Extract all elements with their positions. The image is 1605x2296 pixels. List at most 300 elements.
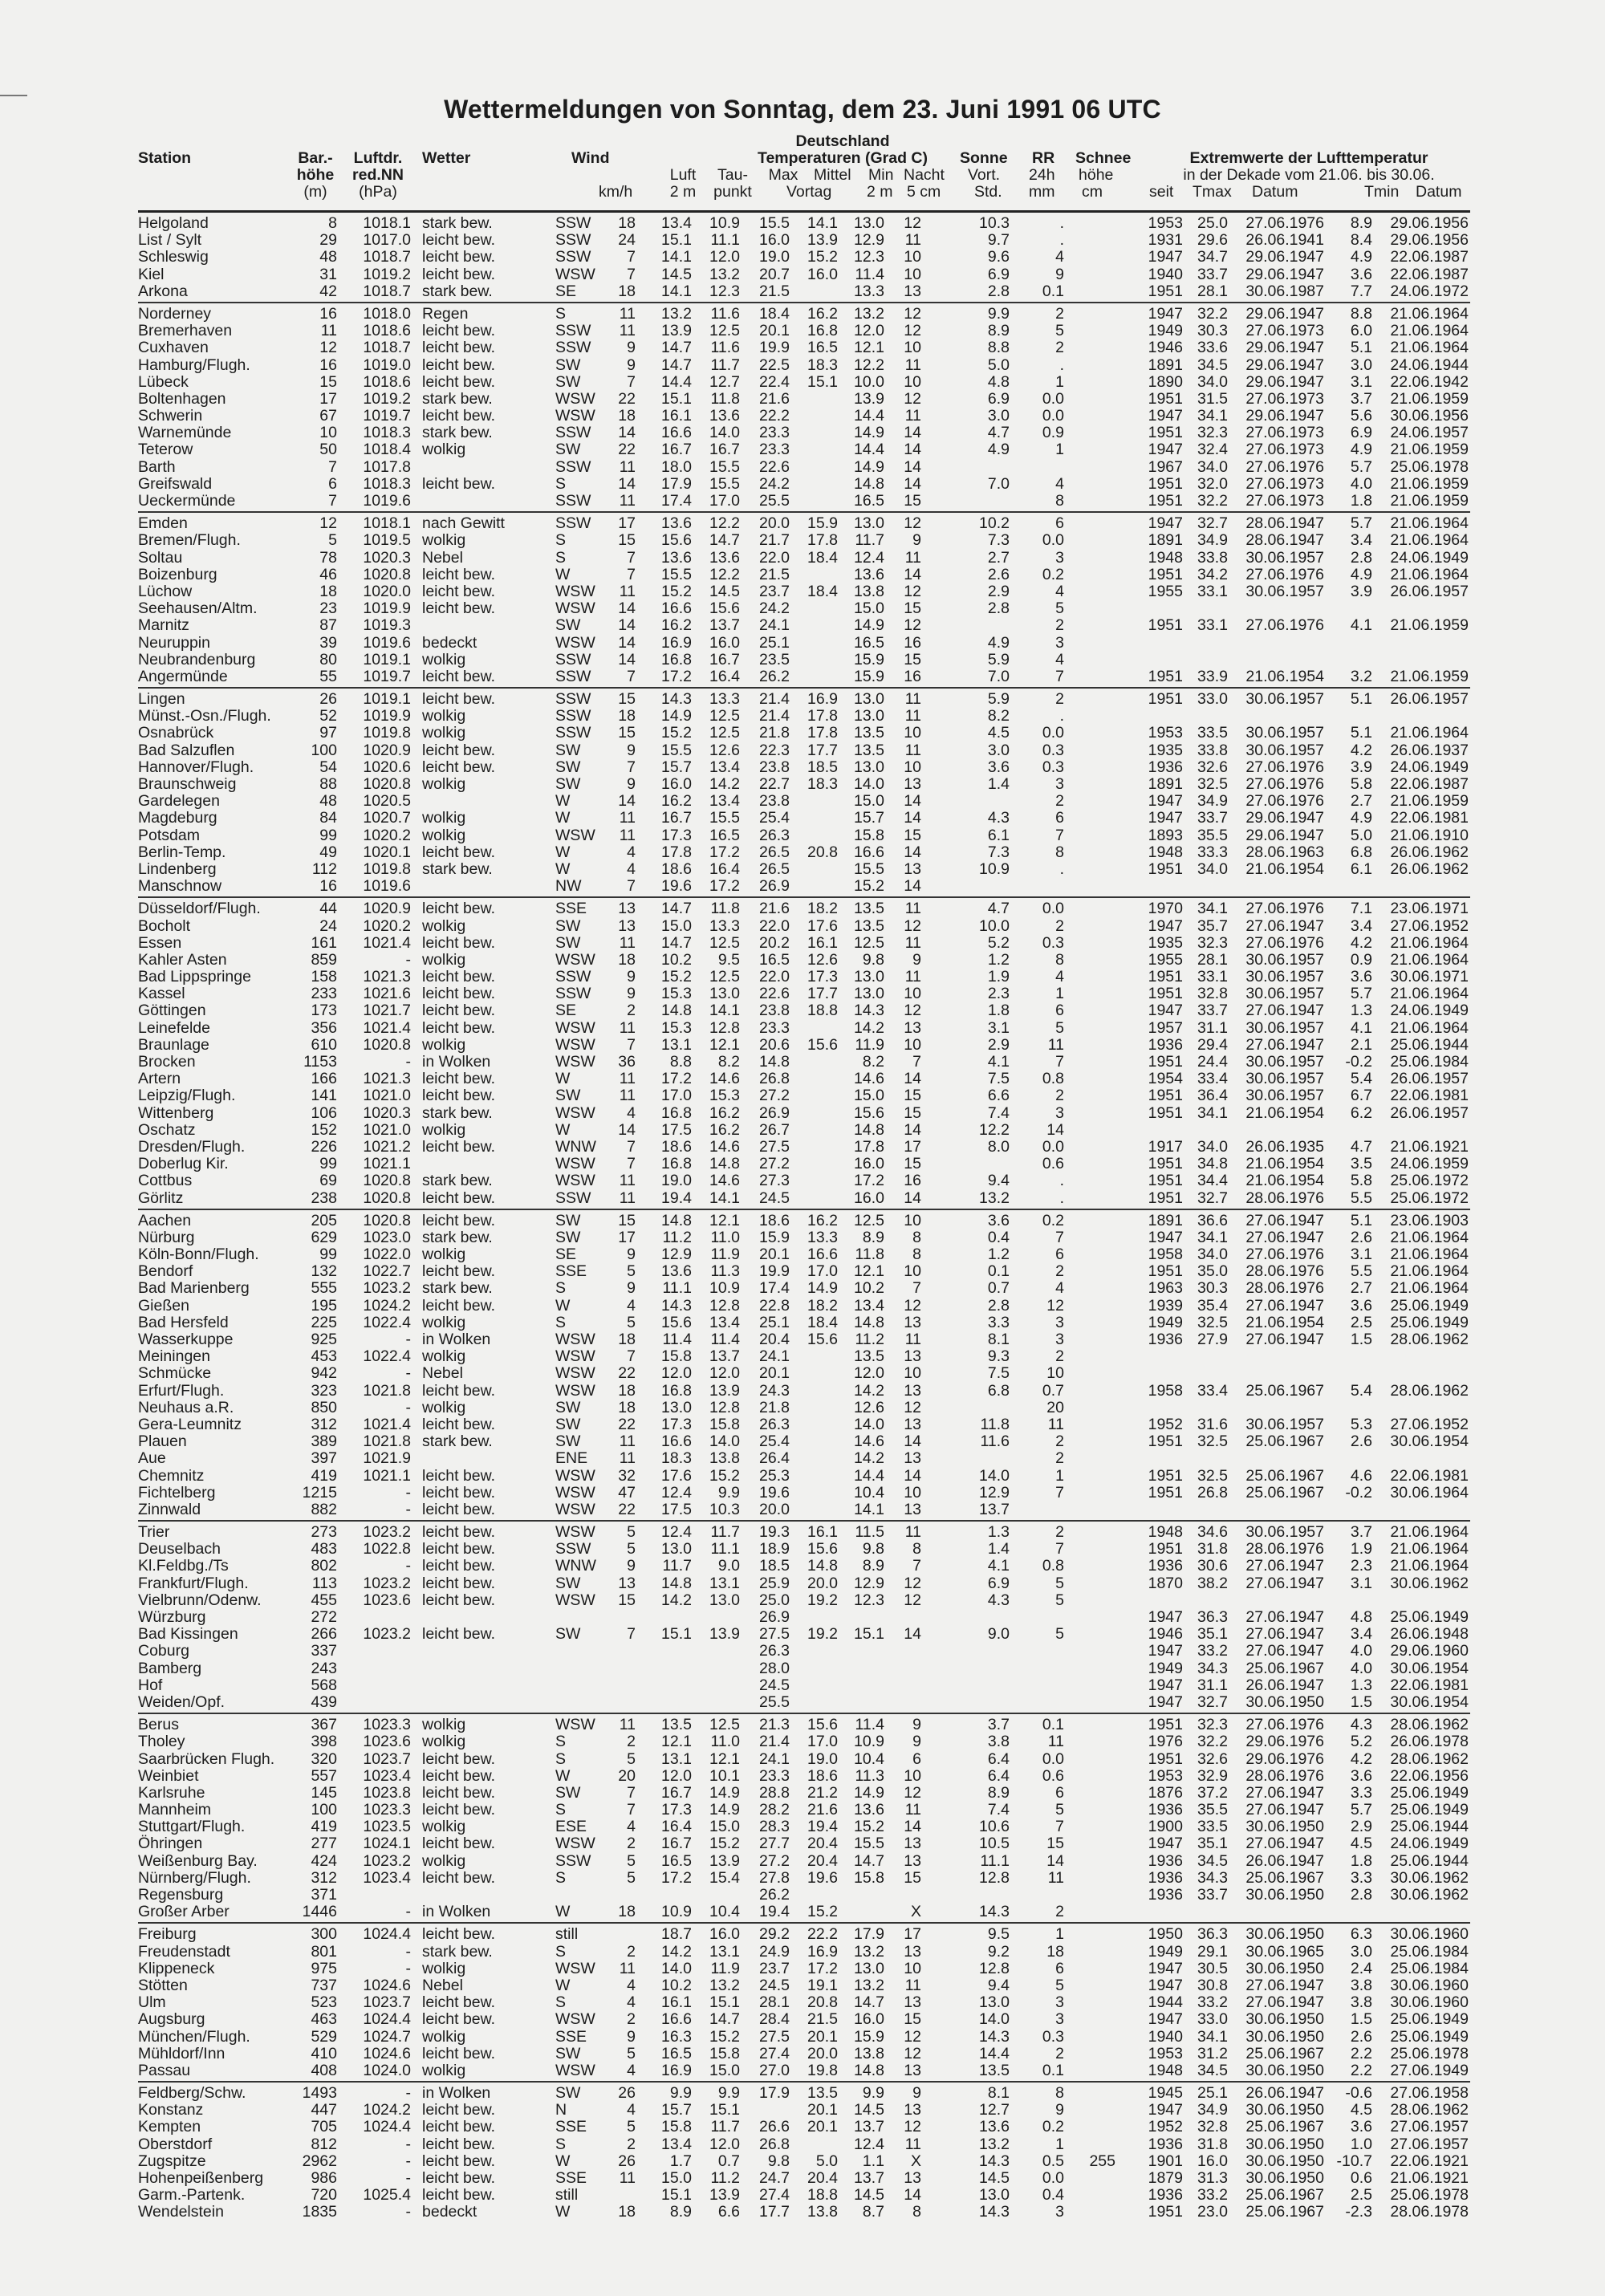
- cell-datum-min: 24.06.1949: [1390, 1835, 1469, 1853]
- cell-temp-max: 19.4: [759, 1903, 790, 1921]
- cell-temp-max: 27.0: [759, 2061, 790, 2079]
- cell-wetter: leicht bew.: [422, 1557, 496, 1575]
- cell-tmin: 4.2: [1350, 1749, 1372, 1768]
- cell-datum-max: 27.06.1947: [1245, 1625, 1324, 1644]
- cell-datum-min: 28.06.1962: [1390, 1381, 1469, 1400]
- cell-temp-min: 15.0: [854, 1087, 884, 1105]
- cell-seit: 1970: [1148, 900, 1183, 918]
- cell-temp-luft: 16.4: [661, 1818, 692, 1836]
- cell-temp-nacht: 14: [904, 1818, 921, 1836]
- cell-sonne: 1.8: [987, 1002, 1010, 1020]
- cell-rr: 0.1: [1042, 1716, 1064, 1734]
- cell-datum-min: 25.06.1944: [1390, 1818, 1469, 1836]
- cell-seit: 1947: [1148, 514, 1183, 533]
- cell-datum-min: 22.06.1987: [1390, 248, 1469, 266]
- cell-temp-max: 20.2: [759, 933, 790, 952]
- cell-luftdruck: 1021.1: [363, 1466, 411, 1485]
- cell-tmax: 32.5: [1197, 775, 1228, 793]
- cell-seit: 1939: [1148, 1296, 1183, 1315]
- cell-luftdruck: 1020.5: [363, 792, 411, 811]
- cell-taupunkt: 14.0: [709, 424, 740, 442]
- cell-tmin: 5.0: [1350, 826, 1372, 844]
- cell-wind-richtung: SW: [555, 933, 581, 952]
- cell-station: Kl.Feldbg./Ts: [138, 1557, 229, 1575]
- cell-taupunkt: 13.7: [709, 616, 740, 635]
- cell-wind-kmh: 15: [618, 1211, 636, 1229]
- table-row: [138, 1468, 1470, 1485]
- cell-datum-max: 29.06.1976: [1245, 1749, 1324, 1768]
- cell-datum-min: 27.06.1957: [1390, 2118, 1469, 2136]
- cell-wetter: leicht bew.: [422, 2010, 496, 2029]
- cell-tmin: 3.6: [1350, 1766, 1372, 1785]
- table-row: [138, 1331, 1470, 1348]
- cell-bar-hoehe: 233: [311, 985, 337, 1003]
- table-row: [138, 918, 1470, 935]
- cell-station: München/Flugh.: [138, 2027, 250, 2046]
- cell-rr: 2: [1055, 1449, 1064, 1468]
- cell-datum-max: 26.06.1935: [1245, 1137, 1324, 1156]
- cell-wind-kmh: 17: [618, 514, 636, 533]
- header-luft-2m-b: 2 m: [669, 183, 697, 201]
- cell-rr: 0.0: [1042, 1749, 1064, 1768]
- cell-taupunkt: 14.6: [709, 1070, 740, 1088]
- cell-temp-nacht: 13: [904, 2101, 921, 2119]
- cell-tmax: 16.0: [1197, 2152, 1228, 2170]
- cell-temp-min: 14.4: [854, 407, 884, 425]
- cell-bar-hoehe: 16: [319, 877, 337, 896]
- cell-taupunkt: 11.7: [710, 1523, 740, 1542]
- cell-station: Saarbrücken Flugh.: [138, 1749, 275, 1768]
- cell-rr: 0.8: [1042, 1070, 1064, 1088]
- cell-datum-max: 25.06.1967: [1245, 1868, 1324, 1887]
- cell-tmax: 25.0: [1197, 214, 1228, 232]
- cell-temp-mittel: 21.5: [807, 2010, 838, 2029]
- cell-temp-luft: 16.7: [661, 1783, 692, 1802]
- cell-wind-kmh: 7: [627, 1801, 636, 1819]
- table-row: [138, 1172, 1470, 1189]
- cell-bar-hoehe: 166: [311, 1070, 337, 1088]
- cell-datum-max: 30.06.1957: [1245, 1018, 1324, 1037]
- cell-wetter: wolkig: [422, 1818, 466, 1836]
- cell-bar-hoehe: 226: [311, 1137, 337, 1156]
- cell-temp-luft: 15.5: [661, 565, 692, 583]
- cell-tmin: 1.5: [1350, 2010, 1372, 2029]
- cell-tmax: 30.8: [1197, 1976, 1228, 1994]
- cell-sonne: 1.4: [987, 775, 1010, 793]
- cell-temp-nacht: 10: [904, 372, 921, 391]
- table-section: [138, 1520, 1470, 1711]
- cell-rr: 20: [1046, 1398, 1064, 1416]
- cell-taupunkt: 12.6: [709, 741, 740, 759]
- cell-datum-max: 25.06.1967: [1245, 1381, 1324, 1400]
- cell-station: Aue: [138, 1449, 166, 1468]
- cell-bar-hoehe: 48: [319, 792, 337, 811]
- cell-wind-kmh: 18: [618, 950, 636, 969]
- cell-bar-hoehe: 161: [311, 933, 337, 952]
- cell-wind-kmh: 24: [618, 231, 636, 250]
- cell-luftdruck: -: [405, 1398, 411, 1416]
- cell-tmax: 30.3: [1197, 1279, 1228, 1298]
- cell-temp-nacht: 10: [904, 1483, 921, 1502]
- cell-bar-hoehe: 97: [319, 724, 337, 742]
- cell-datum-min: 24.06.1957: [1390, 424, 1469, 442]
- cell-datum-max: 30.06.1957: [1245, 1070, 1324, 1088]
- cell-temp-nacht: 11: [904, 968, 921, 986]
- cell-temp-min: 9.8: [862, 950, 884, 969]
- cell-station: Schleswig: [138, 248, 209, 266]
- cell-tmin: 5.6: [1350, 407, 1372, 425]
- cell-temp-max: 26.9: [759, 877, 790, 896]
- cell-station: Meiningen: [138, 1347, 210, 1366]
- table-row: [138, 878, 1470, 895]
- cell-sonne: 9.3: [987, 1347, 1010, 1366]
- cell-temp-mittel: 19.4: [807, 1818, 838, 1836]
- cell-temp-mittel: 19.2: [807, 1591, 838, 1609]
- cell-sonne: 12.8: [979, 1868, 1010, 1887]
- cell-wind-kmh: 32: [618, 1466, 636, 1485]
- cell-temp-luft: 17.5: [661, 1120, 692, 1139]
- cell-datum-min: 25.06.1984: [1390, 1942, 1469, 1961]
- cell-wetter: leicht bew.: [422, 2118, 496, 2136]
- cell-bar-hoehe: 720: [311, 2186, 337, 2205]
- cell-bar-hoehe: 69: [319, 1172, 337, 1190]
- cell-temp-nacht: 10: [904, 248, 921, 266]
- cell-rr: 7: [1055, 667, 1064, 685]
- cell-wind-kmh: 15: [618, 690, 636, 709]
- cell-temp-min: 14.0: [854, 775, 884, 793]
- cell-temp-max: 27.4: [759, 2044, 790, 2062]
- cell-datum-min: 22.06.1987: [1390, 265, 1469, 283]
- cell-temp-max: 28.1: [759, 1993, 790, 2012]
- cell-wind-kmh: 4: [627, 1296, 636, 1315]
- cell-seit: 1951: [1148, 1716, 1183, 1734]
- cell-tmax: 34.1: [1197, 1103, 1228, 1122]
- cell-temp-max: 19.9: [759, 1262, 790, 1281]
- cell-temp-min: 10.4: [854, 1749, 884, 1768]
- cell-temp-min: 13.5: [854, 724, 884, 742]
- cell-taupunkt: 9.5: [717, 950, 740, 969]
- cell-taupunkt: 11.0: [710, 1228, 740, 1246]
- cell-wind-kmh: 15: [618, 531, 636, 550]
- cell-temp-max: 20.0: [759, 514, 790, 533]
- cell-wind-richtung: SW: [555, 2044, 581, 2062]
- cell-seit: 1958: [1148, 1246, 1183, 1264]
- cell-datum-min: 29.06.1956: [1390, 214, 1469, 232]
- table-row: [138, 1524, 1470, 1541]
- cell-temp-min: 14.2: [854, 1381, 884, 1400]
- cell-wetter: leicht bew.: [422, 1018, 496, 1037]
- cell-tmax: 33.4: [1197, 1381, 1228, 1400]
- cell-luftdruck: 1023.2: [363, 1279, 411, 1298]
- cell-wind-kmh: 22: [618, 1500, 636, 1518]
- cell-luftdruck: 1019.7: [363, 407, 411, 425]
- cell-seit: 1951: [1148, 1053, 1183, 1071]
- table-row: [138, 1122, 1470, 1139]
- cell-temp-mittel: 20.8: [807, 1993, 838, 2012]
- cell-temp-luft: 16.2: [661, 616, 692, 635]
- cell-seit: 1951: [1148, 2203, 1183, 2221]
- cell-rr: 0.0: [1042, 407, 1064, 425]
- cell-seit: 1951: [1148, 1087, 1183, 1105]
- cell-rr: 9: [1055, 2101, 1064, 2119]
- cell-datum-max: 27.06.1976: [1245, 758, 1324, 776]
- cell-tmax: 34.3: [1197, 1659, 1228, 1677]
- cell-temp-mittel: 20.1: [807, 2118, 838, 2136]
- table-section: [138, 302, 1470, 510]
- cell-taupunkt: 15.0: [709, 2061, 740, 2079]
- header-sonne-std: Std.: [974, 183, 1002, 201]
- cell-datum-min: 21.06.1959: [1390, 474, 1469, 493]
- cell-wind-kmh: 11: [619, 304, 636, 323]
- cell-datum-min: 30.06.1954: [1390, 1659, 1469, 1677]
- cell-bar-hoehe: 398: [311, 1733, 337, 1751]
- cell-sonne: 0.4: [987, 1228, 1010, 1246]
- cell-rr: 2: [1055, 1347, 1064, 1366]
- cell-tmin: 8.8: [1350, 304, 1372, 323]
- cell-wind-richtung: SSW: [555, 492, 591, 510]
- cell-temp-mittel: 15.6: [807, 1716, 838, 1734]
- cell-wind-richtung: ESE: [555, 1818, 587, 1836]
- cell-sonne: 8.9: [987, 322, 1010, 340]
- cell-temp-luft: 13.0: [661, 1398, 692, 1416]
- cell-wind-richtung: N: [555, 2101, 567, 2119]
- cell-seit: 1900: [1148, 1818, 1183, 1836]
- cell-datum-min: 22.06.1981: [1390, 809, 1469, 827]
- cell-station: Oberstdorf: [138, 2135, 213, 2153]
- cell-temp-min: 14.3: [854, 1002, 884, 1020]
- cell-rr: 10: [1046, 1364, 1064, 1383]
- cell-datum-max: 27.06.1947: [1245, 916, 1324, 935]
- cell-temp-nacht: 10: [904, 1035, 921, 1054]
- cell-bar-hoehe: 99: [319, 1155, 337, 1173]
- cell-sonne: 11.1: [980, 1851, 1010, 1870]
- cell-bar-hoehe: 12: [319, 514, 337, 533]
- cell-wind-richtung: WSW: [555, 599, 595, 618]
- cell-taupunkt: 12.8: [709, 1018, 740, 1037]
- cell-temp-min: 16.5: [854, 633, 884, 652]
- cell-luftdruck: 1023.4: [363, 1868, 411, 1887]
- cell-rr: 3: [1055, 1331, 1064, 1348]
- cell-wind-richtung: SW: [555, 2084, 581, 2103]
- cell-taupunkt: 16.5: [709, 826, 740, 844]
- cell-wind-kmh: 18: [618, 282, 636, 300]
- cell-temp-mittel: 20.8: [807, 843, 838, 861]
- cell-temp-luft: 14.2: [661, 1591, 692, 1609]
- cell-bar-hoehe: 67: [319, 407, 337, 425]
- cell-datum-max: 27.06.1976: [1245, 792, 1324, 811]
- cell-wetter: leicht bew.: [422, 565, 496, 583]
- cell-tmax: 34.3: [1197, 1868, 1228, 1887]
- cell-wetter: wolkig: [422, 1246, 466, 1264]
- cell-temp-min: 15.1: [854, 1625, 884, 1644]
- cell-station: Nürnberg/Flugh.: [138, 1868, 251, 1887]
- cell-wind-kmh: 7: [627, 1035, 636, 1054]
- cell-sonne: 10.9: [979, 859, 1010, 878]
- cell-datum-max: 25.06.1967: [1245, 2186, 1324, 2205]
- cell-temp-nacht: 14: [904, 565, 921, 583]
- cell-bar-hoehe: 1153: [303, 1053, 337, 1071]
- cell-datum-max: 27.06.1947: [1245, 1976, 1324, 1994]
- cell-datum-min: 29.06.1956: [1390, 231, 1469, 250]
- cell-temp-nacht: 6: [912, 1749, 921, 1768]
- cell-datum-max: 30.06.1950: [1245, 2027, 1324, 2046]
- cell-taupunkt: 14.6: [709, 1172, 740, 1190]
- cell-sonne: 6.4: [987, 1766, 1010, 1785]
- cell-temp-luft: 13.4: [661, 214, 692, 232]
- cell-temp-mittel: 5.0: [815, 2152, 838, 2170]
- cell-wetter: leicht bew.: [422, 248, 496, 266]
- table-row: [138, 844, 1470, 861]
- cell-datum-max: 28.06.1976: [1245, 1279, 1324, 1298]
- cell-temp-max: 21.3: [759, 1716, 790, 1734]
- cell-tmin: 6.8: [1350, 843, 1372, 861]
- cell-bar-hoehe: 408: [311, 2061, 337, 2079]
- cell-tmax: 35.4: [1197, 1296, 1228, 1315]
- cell-sonne: 10.6: [979, 1818, 1010, 1836]
- cell-tmax: 35.1: [1197, 1835, 1228, 1853]
- cell-tmin: 3.1: [1350, 1246, 1372, 1264]
- cell-wetter: leicht bew.: [422, 407, 496, 425]
- table-row: [138, 1190, 1470, 1207]
- cell-wetter: leicht bew.: [422, 1087, 496, 1105]
- table-row: [138, 1450, 1470, 1467]
- cell-wind-kmh: 2: [627, 1835, 636, 1853]
- cell-temp-luft: 16.7: [661, 441, 692, 459]
- cell-temp-luft: 11.4: [662, 1331, 692, 1348]
- cell-sonne: 7.4: [987, 1103, 1010, 1122]
- cell-tmin: 3.1: [1350, 372, 1372, 391]
- cell-temp-max: 20.4: [759, 1331, 790, 1348]
- cell-datum-max: 30.06.1950: [1245, 1693, 1324, 1711]
- table-row: [138, 1020, 1470, 1037]
- cell-wind-kmh: 2: [627, 2010, 636, 2029]
- cell-taupunkt: 13.0: [709, 1591, 740, 1609]
- cell-temp-mittel: 14.9: [807, 1279, 838, 1298]
- cell-seit: 1917: [1148, 1137, 1183, 1156]
- cell-seit: 1952: [1148, 2118, 1183, 2136]
- cell-tmin: 5.1: [1350, 690, 1372, 709]
- cell-luftdruck: 1024.4: [363, 2118, 411, 2136]
- cell-tmax: 33.4: [1197, 1070, 1228, 1088]
- cell-wind-richtung: S: [555, 1749, 567, 1768]
- cell-datum-max: 28.06.1976: [1245, 1766, 1324, 1785]
- cell-wetter: wolkig: [422, 1035, 466, 1054]
- cell-temp-max: 26.9: [759, 1608, 790, 1626]
- cell-temp-mittel: 15.1: [807, 372, 838, 391]
- cell-taupunkt: 12.8: [709, 1296, 740, 1315]
- cell-taupunkt: 15.0: [709, 1818, 740, 1836]
- cell-seit: 1951: [1148, 985, 1183, 1003]
- table-row: [138, 550, 1470, 567]
- cell-seit: 1947: [1148, 809, 1183, 827]
- cell-rr: 5: [1055, 1591, 1064, 1609]
- cell-temp-mittel: 20.1: [807, 2101, 838, 2119]
- cell-temp-nacht: 7: [912, 1557, 921, 1575]
- cell-luftdruck: 1025.4: [363, 2186, 411, 2205]
- cell-temp-luft: 12.4: [661, 1483, 692, 1502]
- cell-tmax: 34.1: [1197, 407, 1228, 425]
- cell-rr: 14: [1046, 1120, 1064, 1139]
- cell-station: Öhringen: [138, 1835, 203, 1853]
- cell-temp-nacht: 14: [904, 1189, 921, 1207]
- header-luft-1: Luftdr.: [353, 149, 403, 167]
- cell-temp-min: 15.2: [854, 1818, 884, 1836]
- cell-sonne: 7.5: [987, 1070, 1010, 1088]
- cell-seit: 1947: [1148, 441, 1183, 459]
- cell-station: Cuxhaven: [138, 339, 209, 357]
- cell-temp-max: 25.3: [759, 1466, 790, 1485]
- cell-temp-nacht: 17: [904, 1137, 921, 1156]
- cell-datum-min: 21.06.1964: [1390, 950, 1469, 969]
- cell-luftdruck: 1024.6: [363, 1976, 411, 1994]
- cell-wind-richtung: SSW: [555, 690, 591, 709]
- cell-temp-min: 13.0: [854, 758, 884, 776]
- cell-luftdruck: 1020.8: [363, 775, 411, 793]
- cell-bar-hoehe: 705: [311, 2118, 337, 2136]
- cell-temp-max: 21.7: [759, 531, 790, 550]
- cell-wetter: in Wolken: [422, 1903, 491, 1921]
- cell-tmax: 32.7: [1197, 1189, 1228, 1207]
- cell-bar-hoehe: 145: [311, 1783, 337, 1802]
- cell-tmin: 5.4: [1350, 1381, 1372, 1400]
- cell-temp-mittel: 18.4: [807, 582, 838, 600]
- cell-wind-kmh: 9: [627, 968, 636, 986]
- cell-temp-luft: 17.3: [661, 826, 692, 844]
- cell-taupunkt: 12.5: [709, 933, 740, 952]
- cell-tmax: 33.2: [1197, 1993, 1228, 2012]
- cell-temp-min: 15.0: [854, 599, 884, 618]
- cell-sonne: 12.8: [979, 1959, 1010, 1977]
- cell-wetter: leicht bew.: [422, 968, 496, 986]
- cell-tmin: 2.6: [1350, 2027, 1372, 2046]
- cell-temp-nacht: 14: [904, 792, 921, 811]
- table-row: [138, 1694, 1470, 1711]
- table-row: [138, 1558, 1470, 1575]
- cell-bar-hoehe: 24: [319, 916, 337, 935]
- cell-temp-luft: 15.0: [661, 916, 692, 935]
- cell-tmin: 4.0: [1350, 1659, 1372, 1677]
- cell-seit: 1947: [1148, 1976, 1183, 1994]
- cell-sonne: 8.9: [987, 1783, 1010, 1802]
- cell-sonne: 8.8: [987, 339, 1010, 357]
- cell-taupunkt: 11.8: [710, 389, 740, 408]
- cell-temp-luft: 14.4: [661, 372, 692, 391]
- cell-temp-luft: 15.6: [661, 531, 692, 550]
- cell-temp-min: 13.0: [854, 514, 884, 533]
- cell-taupunkt: 15.8: [709, 1415, 740, 1433]
- cell-bar-hoehe: 975: [311, 1959, 337, 1977]
- table-row: [138, 1926, 1470, 1943]
- cell-seit: 1955: [1148, 950, 1183, 969]
- cell-wind-kmh: 11: [619, 1959, 636, 1977]
- cell-station: Essen: [138, 933, 182, 952]
- table-row: [138, 1944, 1470, 1961]
- cell-luftdruck: 1023.2: [363, 1851, 411, 1870]
- cell-luftdruck: 1023.7: [363, 1749, 411, 1768]
- cell-sonne: 0.7: [987, 1279, 1010, 1298]
- cell-temp-min: 14.2: [854, 1449, 884, 1468]
- cell-temp-mittel: 18.6: [807, 1766, 838, 1785]
- cell-wind-richtung: SSW: [555, 457, 591, 476]
- cell-wind-kmh: 4: [627, 1103, 636, 1122]
- cell-temp-max: 24.5: [759, 1976, 790, 1994]
- cell-temp-max: 28.3: [759, 1818, 790, 1836]
- cell-temp-nacht: 13: [904, 775, 921, 793]
- cell-station: Mannheim: [138, 1801, 212, 1819]
- cell-temp-mittel: 17.8: [807, 707, 838, 725]
- cell-temp-luft: 19.4: [661, 1189, 692, 1207]
- cell-temp-luft: 19.0: [661, 1172, 692, 1190]
